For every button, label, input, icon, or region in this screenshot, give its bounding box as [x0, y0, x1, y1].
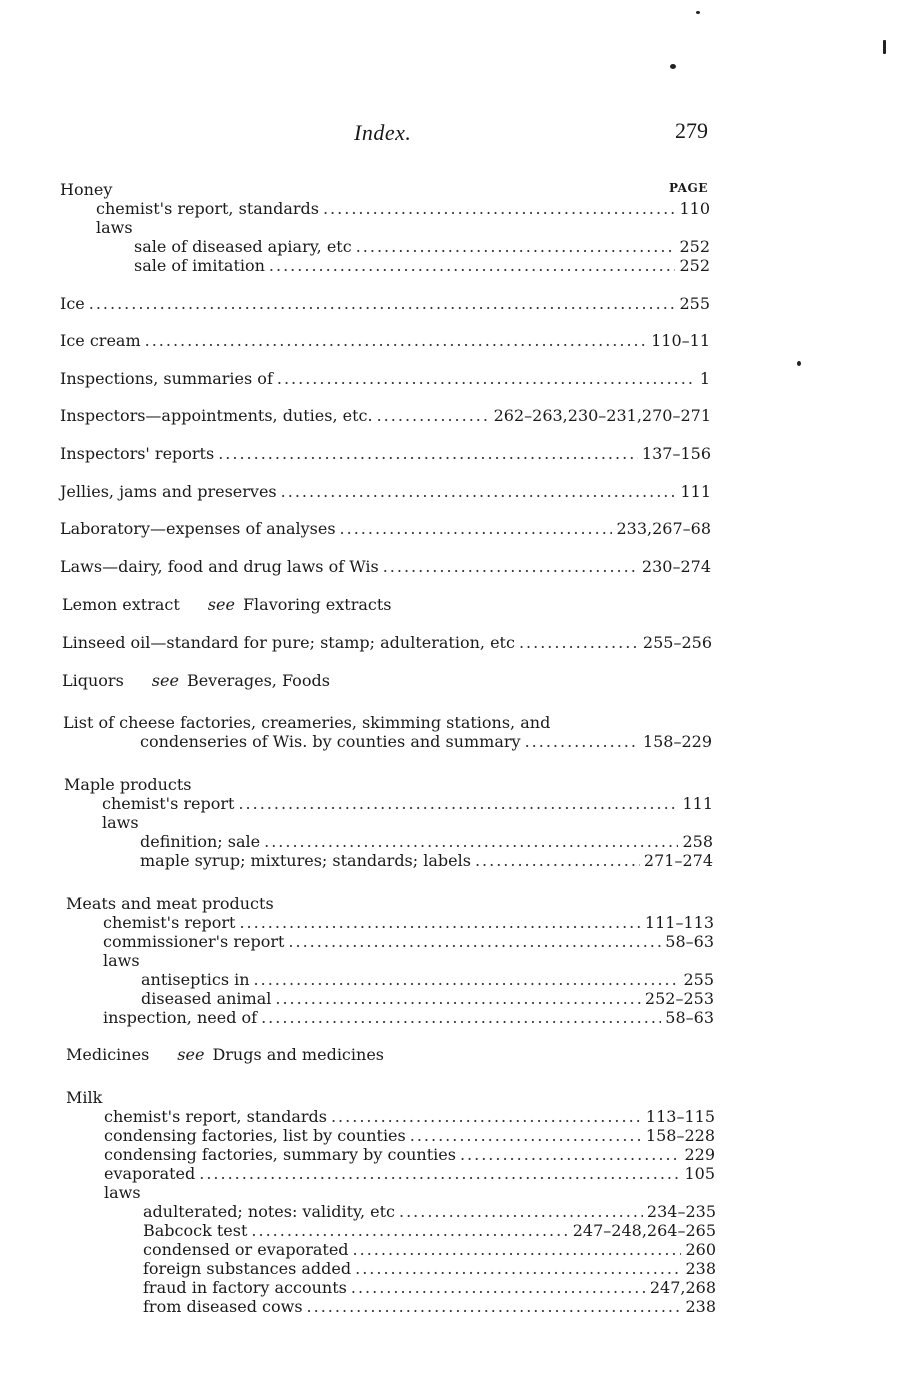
index-subentry: condensing factories, summary by counties ..... 229	[104, 1145, 715, 1164]
index-subentry: inspection, need of ..... 58–63	[103, 1008, 714, 1027]
index-subentry: diseased animal ..... 252–253	[141, 989, 714, 1008]
index-entry: Inspectors—appointments, duties, etc. ..... 262–263,230–231,270–271	[60, 406, 711, 425]
index-entry-heading: Honey	[60, 180, 113, 199]
index-subheading: laws	[96, 218, 133, 237]
index-subentry: chemist's report, standards ..... 113–115	[104, 1107, 715, 1126]
index-subentry: foreign substances added ..... 238	[143, 1259, 716, 1278]
index-entry-see: Lemon extract see Flavoring extracts	[62, 595, 392, 614]
index-entry: Linseed oil—standard for pure; stamp; adulteration, etc ..... 255–256	[62, 633, 712, 652]
scan-speck	[797, 361, 801, 366]
index-subheading: laws	[103, 951, 140, 970]
index-entry: Inspections, summaries of ..... 1	[60, 369, 710, 388]
index-entry: Laws—dairy, food and drug laws of Wis ..... 230–274	[60, 557, 711, 576]
index-subentry: antiseptics in ..... 255	[141, 970, 714, 989]
index-subentry: adulterated; notes: validity, etc ..... 234–235	[143, 1202, 716, 1221]
index-entry-continuation: condenseries of Wis. by counties and summary ..... 158–229	[140, 732, 712, 751]
index-entry-heading: Milk	[66, 1088, 103, 1107]
index-subheading: laws	[104, 1183, 141, 1202]
scan-speck	[696, 11, 700, 14]
page-number: 279	[675, 118, 708, 143]
index-subentry: condensed or evaporated ..... 260	[143, 1240, 716, 1259]
page-column-label: PAGE	[669, 181, 708, 195]
index-entry: Jellies, jams and preserves ..... 111	[60, 482, 711, 501]
index-entry-see: Liquors see Beverages, Foods	[62, 671, 330, 690]
scan-speck	[883, 40, 886, 54]
index-entry: Ice ..... 255	[60, 294, 710, 313]
running-header-title: Index.	[354, 120, 412, 145]
index-entry-see: Medicines see Drugs and medicines	[66, 1045, 384, 1064]
index-subentry: Babcock test ..... 247–248,264–265	[143, 1221, 716, 1240]
index-subheading: laws	[102, 813, 139, 832]
index-subentry: evaporated ..... 105	[104, 1164, 715, 1183]
index-entry: Laboratory—expenses of analyses ..... 233,267–68	[60, 519, 711, 538]
index-subentry: chemist's report ..... 111–113	[103, 913, 714, 932]
index-subentry: chemist's report ..... 111	[102, 794, 713, 813]
index-entry: List of cheese factories, creameries, skimming stations, and	[63, 713, 551, 732]
index-entry: Ice cream ..... 110–11	[60, 331, 710, 350]
index-subentry: definition; sale ..... 258	[140, 832, 713, 851]
index-subentry: sale of diseased apiary, etc ..... 252	[134, 237, 710, 256]
index-subentry: condensing factories, list by counties ..... 158–228	[104, 1126, 715, 1145]
index-subentry: from diseased cows ..... 238	[143, 1297, 716, 1316]
index-entry: Inspectors' reports ..... 137–156	[60, 444, 711, 463]
index-entry-heading: Meats and meat products	[66, 894, 274, 913]
index-subentry: commissioner's report ..... 58–63	[103, 932, 714, 951]
index-subentry: sale of imitation ..... 252	[134, 256, 710, 275]
index-subentry: fraud in factory accounts ..... 247,268	[143, 1278, 716, 1297]
index-entry-heading: Maple products	[64, 775, 192, 794]
scan-speck	[670, 64, 676, 69]
index-subentry: chemist's report, standards ..... 110	[96, 199, 710, 218]
index-subentry: maple syrup; mixtures; standards; labels ..... 271–274	[140, 851, 713, 870]
